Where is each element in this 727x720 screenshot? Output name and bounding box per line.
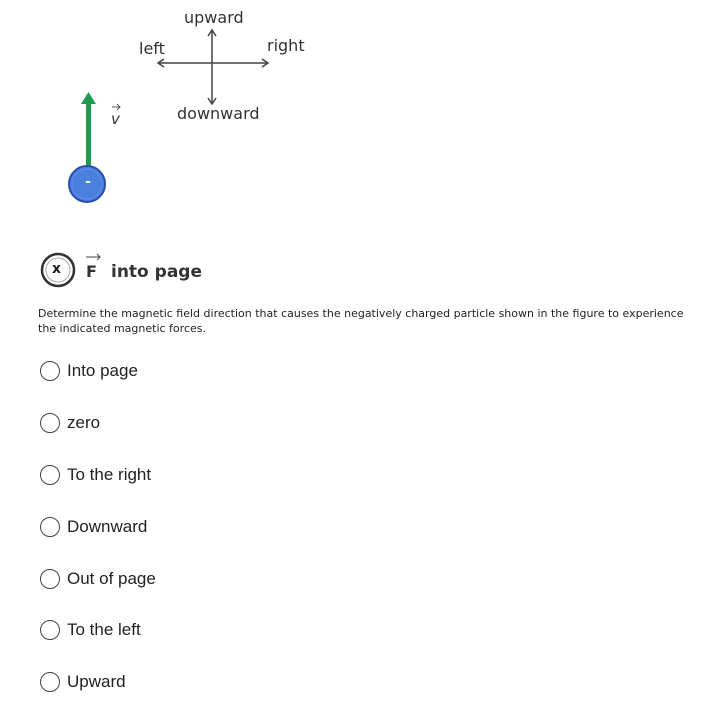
option-upward[interactable] <box>40 670 126 694</box>
velocity-arrow <box>86 102 91 172</box>
option-out-of-page[interactable] <box>40 567 156 591</box>
particle-figure <box>60 88 140 206</box>
particle-sign: - <box>85 174 91 190</box>
radio-button[interactable] <box>40 620 60 640</box>
option-label: To the right <box>67 465 152 484</box>
force-label: F <box>86 262 97 281</box>
option-label: Downward <box>67 517 148 536</box>
option-label: Out of page <box>67 569 156 588</box>
right-label: right <box>267 36 305 55</box>
velocity-label: v <box>111 110 120 128</box>
radio-button[interactable] <box>40 361 60 381</box>
option-into-page[interactable] <box>40 359 138 383</box>
upward-label: upward <box>184 8 244 27</box>
option-zero[interactable] <box>40 411 100 435</box>
question-prompt: Determine the magnetic field direction that causes the negatively charged particle shown in the figure to experience the indicated magnetic forces. <box>38 307 684 335</box>
radio-button[interactable] <box>40 413 60 433</box>
option-label: To the left <box>67 620 141 639</box>
option-to-the-left[interactable] <box>40 618 141 642</box>
force-vector-arrow <box>84 252 104 262</box>
option-label: Upward <box>67 672 126 691</box>
radio-button[interactable] <box>40 569 60 589</box>
option-downward[interactable] <box>40 515 147 539</box>
left-label: left <box>139 39 165 58</box>
radio-button[interactable] <box>40 672 60 692</box>
force-symbol: x <box>52 261 62 277</box>
downward-label: downward <box>177 104 260 123</box>
option-label: Into page <box>67 361 138 380</box>
radio-button[interactable] <box>40 465 60 485</box>
option-to-the-right[interactable] <box>40 463 151 487</box>
direction-compass <box>150 25 280 110</box>
force-direction-label: into page <box>111 262 202 282</box>
option-label: zero <box>67 413 101 432</box>
radio-button[interactable] <box>40 517 60 537</box>
